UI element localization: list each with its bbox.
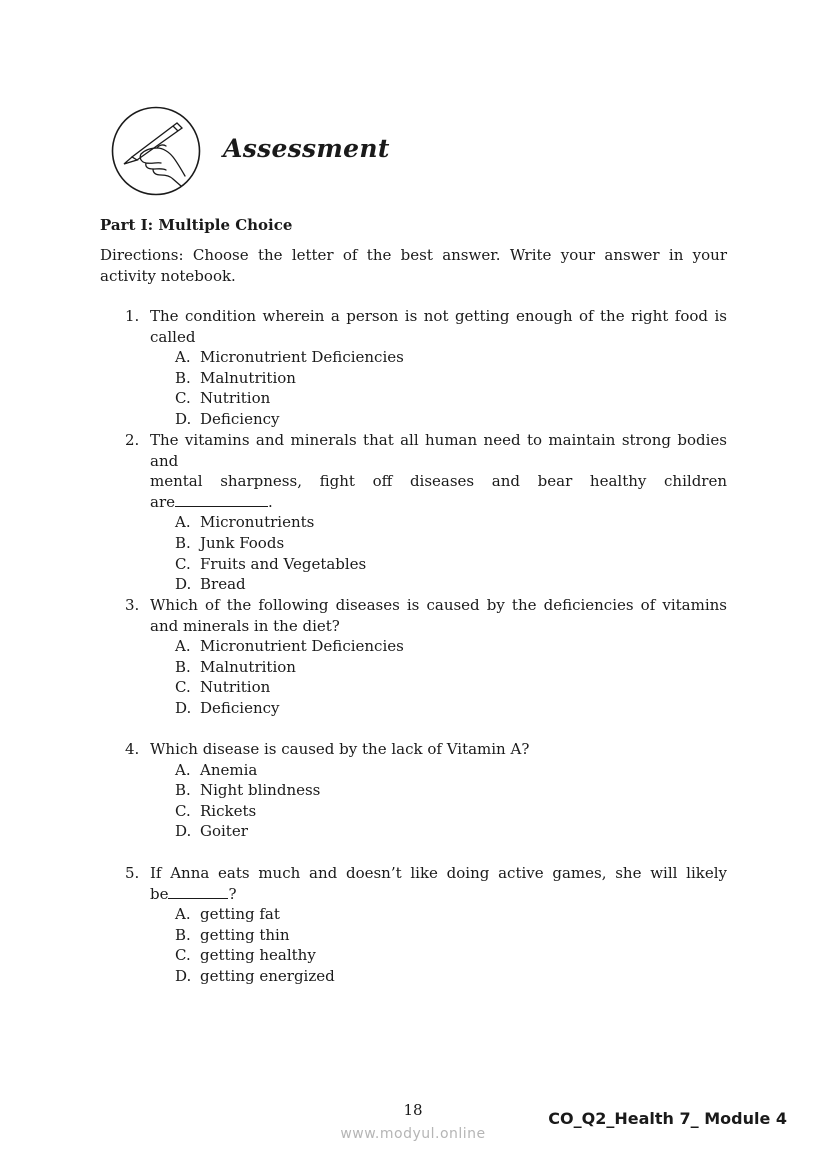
question-stem-line: The vitamins and minerals that all human need to maintain strong bodies and <box>150 431 727 470</box>
question-number: 1. <box>125 307 140 325</box>
watermark: www.modyul.online <box>340 1126 486 1142</box>
question-3 <box>125 595 727 719</box>
option-text: getting fat <box>200 905 280 924</box>
writing-hand-icon <box>111 106 201 196</box>
option-letter: A. <box>175 905 191 924</box>
answer-option <box>175 821 727 842</box>
answer-option <box>175 677 727 698</box>
answer-option <box>175 657 727 678</box>
part-title: Part I: Multiple Choice <box>100 216 293 234</box>
option-text: Malnutrition <box>200 368 296 387</box>
option-text: Junk Foods <box>200 533 285 552</box>
answer-option <box>175 780 727 801</box>
option-text: getting healthy <box>200 946 316 965</box>
answer-options <box>175 636 727 718</box>
answer-option <box>175 966 727 987</box>
answer-option <box>175 409 727 430</box>
option-text: Deficiency <box>200 698 280 717</box>
page-number: 18 <box>403 1101 423 1119</box>
question-4 <box>125 739 727 842</box>
option-letter: B. <box>175 925 191 944</box>
option-letter: C. <box>175 678 191 697</box>
stem-text: ? <box>228 884 237 903</box>
option-text: Micronutrients <box>200 513 315 532</box>
option-text: Anemia <box>200 760 258 779</box>
stem-text: . <box>268 492 273 511</box>
answer-option <box>175 347 727 368</box>
option-text: getting energized <box>200 966 335 985</box>
option-text: Goiter <box>200 822 248 841</box>
option-letter: D. <box>175 575 192 594</box>
answer-option <box>175 388 727 409</box>
option-letter: D. <box>175 966 192 985</box>
question-stem-line <box>150 492 727 513</box>
answer-options <box>175 760 727 842</box>
question-stem: The condition wherein a person is not getting enough of the right food is called <box>150 307 727 346</box>
option-text: Bread <box>200 575 246 594</box>
question-number: 5. <box>125 864 140 882</box>
module-code: CO_Q2_Health 7_ Module 4 <box>548 1109 787 1128</box>
option-letter: B. <box>175 657 191 676</box>
option-letter: A. <box>175 513 191 532</box>
question-5 <box>125 863 727 987</box>
answer-option <box>175 801 727 822</box>
option-letter: D. <box>175 409 192 428</box>
option-letter: A. <box>175 637 191 656</box>
option-text: Deficiency <box>200 409 280 428</box>
question-2 <box>125 430 727 595</box>
answer-option <box>175 533 727 554</box>
option-letter: C. <box>175 946 191 965</box>
option-letter: A. <box>175 760 191 779</box>
question-number: 2. <box>125 431 140 449</box>
question-stem: Which of the following diseases is caused by the deficiencies of vitamins and minerals in the diet? <box>150 596 727 635</box>
directions-text: Directions: Choose the letter of the best answer. Write your answer in your activity notebook. <box>100 246 727 285</box>
answer-option <box>175 760 727 781</box>
option-letter: B. <box>175 781 191 800</box>
option-text: Malnutrition <box>200 657 296 676</box>
answer-option <box>175 636 727 657</box>
option-letter: B. <box>175 368 191 387</box>
option-text: Rickets <box>200 801 257 820</box>
option-letter: C. <box>175 801 191 820</box>
answer-blank <box>175 492 268 507</box>
option-letter: C. <box>175 389 191 408</box>
answer-option <box>175 698 727 719</box>
answer-option <box>175 554 727 575</box>
answer-options <box>175 904 727 986</box>
answer-option <box>175 368 727 389</box>
option-text: Nutrition <box>200 678 271 697</box>
option-letter: A. <box>175 348 191 367</box>
answer-blank <box>168 884 228 899</box>
question-stem-line: If Anna eats much and doesn’t like doing active games, she will likely <box>150 864 727 882</box>
answer-option <box>175 512 727 533</box>
answer-option <box>175 925 727 946</box>
option-text: Nutrition <box>200 389 271 408</box>
option-text: Micronutrient Deficiencies <box>200 348 404 367</box>
question-stem-line <box>150 884 727 905</box>
option-text: Fruits and Vegetables <box>200 554 367 573</box>
option-letter: B. <box>175 533 191 552</box>
question-number: 3. <box>125 596 140 614</box>
option-text: getting thin <box>200 925 290 944</box>
option-text: Night blindness <box>200 781 321 800</box>
question-stem-line: mental sharpness, fight off diseases and bear healthy children <box>150 472 727 491</box>
option-letter: C. <box>175 554 191 573</box>
answer-options <box>175 512 727 594</box>
question-1 <box>125 306 727 430</box>
answer-options <box>175 347 727 429</box>
answer-option <box>175 574 727 595</box>
answer-option <box>175 945 727 966</box>
page-title: Assessment <box>223 134 390 163</box>
question-stem: Which disease is caused by the lack of Vitamin A? <box>150 740 530 758</box>
option-letter: D. <box>175 822 192 841</box>
stem-text: are <box>150 492 175 511</box>
question-number: 4. <box>125 740 140 758</box>
answer-option <box>175 904 727 925</box>
option-text: Micronutrient Deficiencies <box>200 637 404 656</box>
option-letter: D. <box>175 698 192 717</box>
stem-text: be <box>150 884 169 903</box>
